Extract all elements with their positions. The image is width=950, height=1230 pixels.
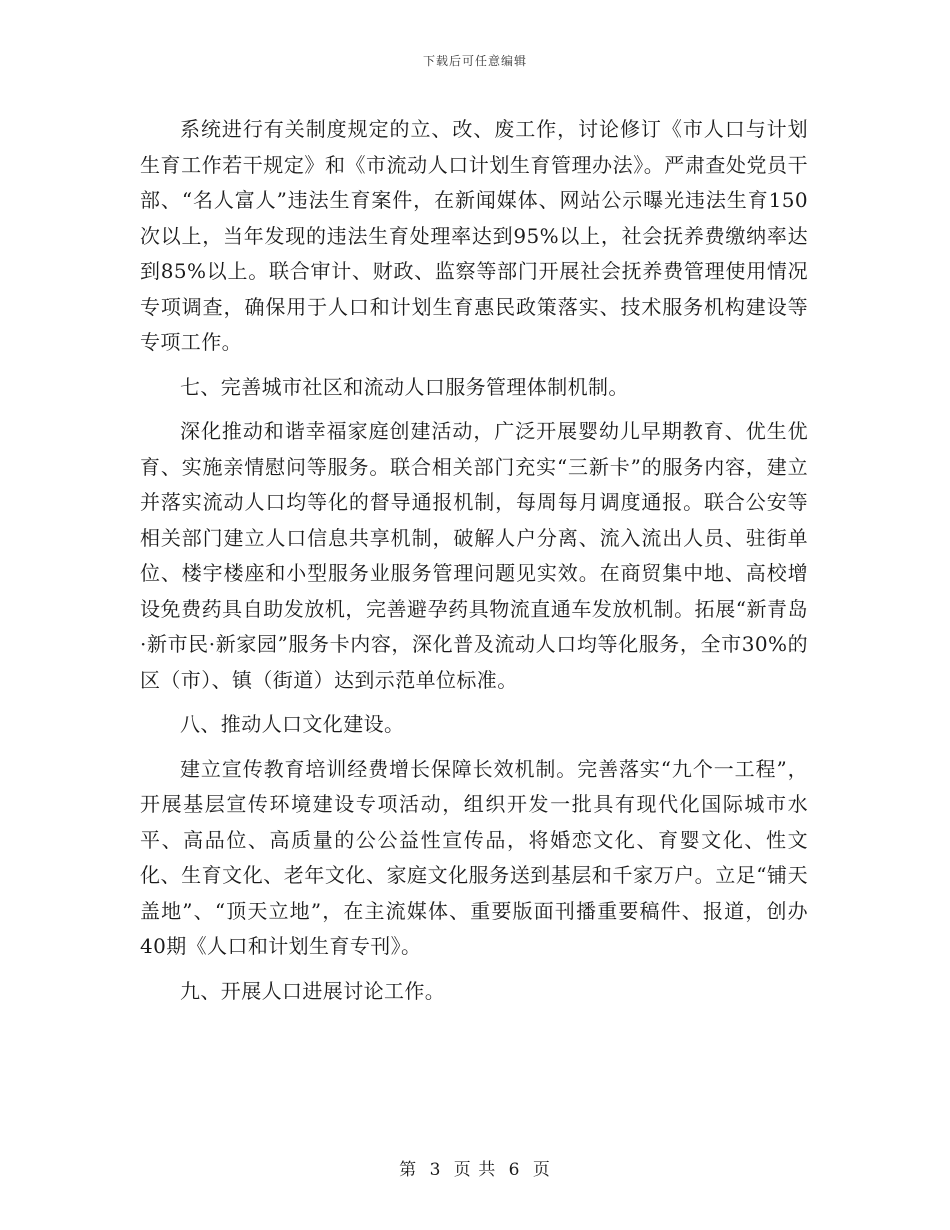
section-heading-7: 七、完善城市社区和流动人口服务管理体制机制。	[180, 374, 629, 399]
footer-middle: 页 共	[453, 1160, 497, 1180]
footer-current-page: 3	[429, 1160, 442, 1180]
page-header: 下载后可任意编辑	[422, 54, 527, 68]
paragraph-regulations: 系统进行有关制度规定的立、改、废工作，讨论修订《市人口与计划生育工作若干规定》和《市流动人口计划生育管理办法》。严肃查处党员干部、“名人富人”违法生育案件，在新闻媒体、网站公示曝光违法生育150次以上，当年发现的违法生育处理率达到95%以上，社会抚养费缴纳率达到85%以上。联合审计、财政、监察等部门开展社会抚养费管理使用情况专项调查，确保用于人口和计划生育惠民政策落实、技术服务机构建设等专项工作。	[140, 117, 808, 354]
paragraph-population-culture: 建立宣传教育培训经费增长保障长效机制。完善落实“九个一工程”，开展基层宣传环境建设专项活动，组织开发一批具有现代化国际城市水平、高品位、高质量的公公益性宣传品，将婚恋文化、育婴文化、性文化、生育文化、老年文化、家庭文化服务送到基层和千家万户。立足“铺天盖地”、“顶天立地”，在主流媒体、重要版面刊播重要稿件、报道，创办40期《人口和计划生育专刊》。	[140, 756, 808, 958]
section-heading-8: 八、推动人口文化建设。	[180, 712, 405, 736]
paragraph-family-services: 深化推动和谐幸福家庭创建活动，广泛开展婴幼儿早期教育、优生优育、实施亲情慰问等服务。联合相关部门充实“三新卡”的服务内容，建立并落实流动人口均等化的督导通报机制，每周每月调度通报。联合公安等相关部门建立人口信息共享机制，破解人户分离、流入流出人员、驻街单位、楼宇楼座和小型服务业服务管理问题见实效。在商贸集中地、高校增设免费药具自助发放机，完善避孕药具物流直通车发放机制。拓展“新青岛·新市民·新家园”服务卡内容，深化普及流动人口均等化服务，全市30%的区（市）、镇（街道）达到示范单位标准。	[140, 419, 808, 692]
footer-suffix: 页	[532, 1160, 551, 1180]
footer-total-pages: 6	[508, 1160, 521, 1180]
section-heading-9: 九、开展人口进展讨论工作。	[180, 978, 446, 1003]
footer-prefix: 第	[399, 1160, 418, 1180]
page-footer	[0, 1155, 950, 1180]
document-body	[140, 112, 808, 1018]
